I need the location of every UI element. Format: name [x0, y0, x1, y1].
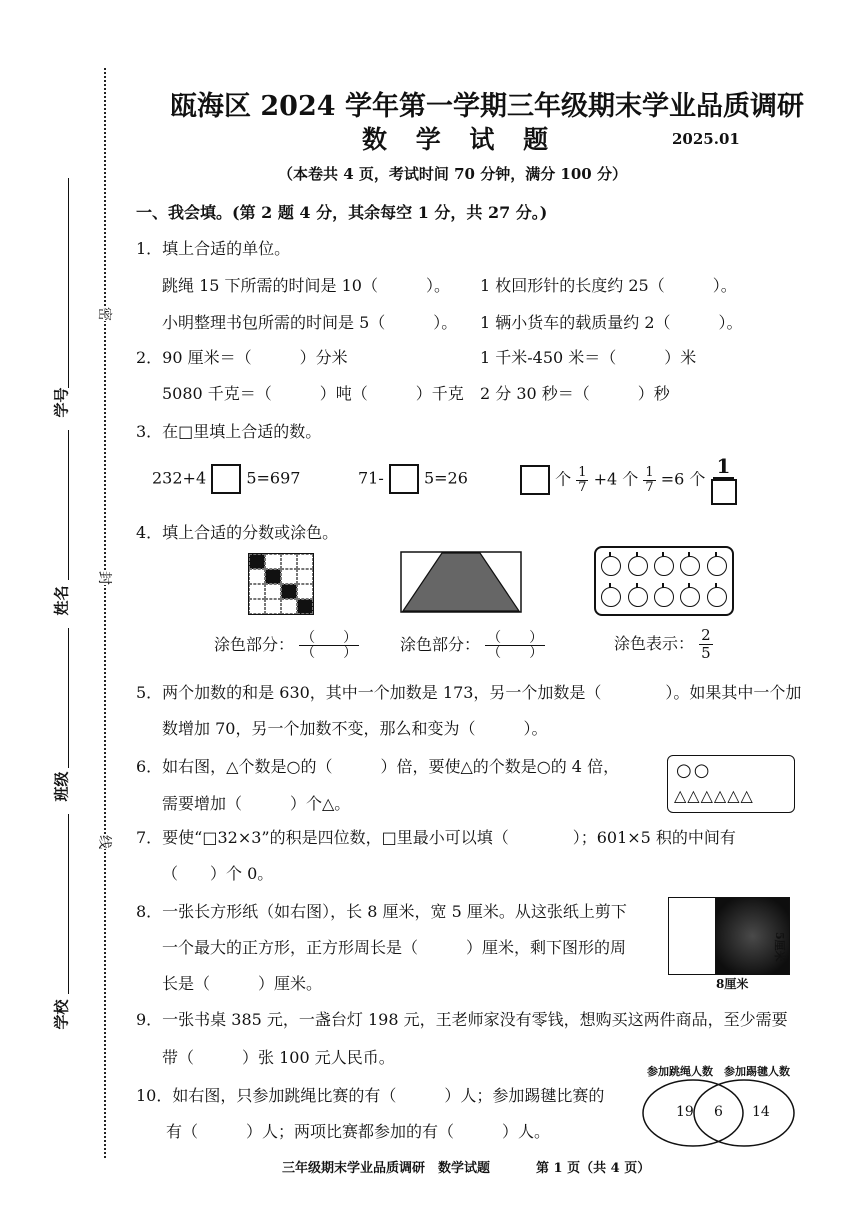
- field-school-label: 学校: [52, 999, 71, 1030]
- q4-answer-2: 涂色部分： $\frac{( )}{( )}$: [400, 630, 544, 661]
- q3-e2-left: 71-: [358, 468, 384, 488]
- q1-item-b: 1 枚回形针的长度约 25（ ）。: [480, 276, 737, 295]
- q3-e3-answer-box[interactable]: [520, 465, 550, 495]
- apple-icon: [707, 556, 727, 576]
- q3-e3-mid2: +4 个: [593, 469, 639, 489]
- venn-right-value: 14: [752, 1104, 770, 1120]
- q2-item-b: 1 千米-450 米＝（ ）米: [480, 348, 697, 367]
- q4-blank-fraction-2[interactable]: $\frac{( )}{( )}$: [487, 630, 544, 661]
- q10-line-1: 10．如右图，只参加跳绳比赛的有（ ）人；参加踢毽比赛的: [136, 1086, 605, 1105]
- q3-e2-answer-box[interactable]: [389, 464, 419, 494]
- field-class-label: 班级: [52, 771, 71, 802]
- venn-left-label: 参加跳绳人数: [647, 1065, 713, 1078]
- apple-icon: [707, 587, 727, 607]
- fraction-one-seventh: $\frac{1}{7}$: [578, 464, 587, 495]
- width-label: 5厘米: [773, 932, 786, 962]
- exam-subtitle: 数 学 试 题: [362, 125, 559, 154]
- q1-item-a: 跳绳 15 下所需的时间是 10（ ）。: [162, 276, 450, 295]
- q1-item-c: 小明整理书包所需的时间是 5（ ）。: [162, 313, 458, 332]
- q3-equation-2: [358, 464, 468, 494]
- q6-line-2: 需要增加（ ）个△。: [162, 794, 351, 813]
- q3-stem: 3．在□里填上合适的数。: [136, 422, 322, 441]
- exam-date: 2025.01: [672, 130, 740, 148]
- apple-icon: [680, 556, 700, 576]
- apple-box-figure: [594, 546, 734, 616]
- q2-item-d: 2 分 30 秒＝（ ）秒: [480, 384, 670, 403]
- q3-e3-mid1: 个: [555, 469, 572, 489]
- exam-info: （本卷共 4 页，考试时间 70 分钟，满分 100 分）: [278, 165, 627, 183]
- venn-left-value: 19: [676, 1104, 694, 1120]
- q4-answer-3: 涂色表示： $\frac{2}{5}$: [614, 626, 711, 662]
- seal-mark-feng: 封: [93, 571, 117, 585]
- exam-title: 瓯海区 2024 学年第一学期三年级期末学业品质调研: [170, 91, 804, 122]
- q7-line-2: （ ）个 0。: [162, 864, 274, 883]
- q3-e3-fraction: 1: [711, 455, 737, 505]
- name-line: [68, 628, 69, 768]
- number-line: [68, 178, 69, 388]
- q2-item-a: 2．90 厘米＝（ ）分米: [136, 348, 348, 367]
- q3-e3-mid3: =6 个: [660, 469, 706, 489]
- apple-icon: [601, 556, 621, 576]
- q3-e1-right: 5=697: [246, 468, 301, 488]
- field-number-label: 学号: [52, 387, 71, 418]
- seal-mark-mi: 密: [93, 307, 117, 321]
- q9-line-1: 9．一张书桌 385 元，一盏台灯 198 元，王老师家没有零钱，想购买这两件商品，至少需要: [136, 1010, 788, 1029]
- q7-line-1: 7．要使“□32×3”的积是四位数，□里最小可以填（ ）；601×5 积的中间有: [136, 828, 736, 847]
- apple-icon: [628, 587, 648, 607]
- venn-right-label: 参加踢毽人数: [724, 1065, 790, 1078]
- q4-stem: 4．填上合适的分数或涂色。: [136, 523, 339, 542]
- class-line: [68, 814, 69, 994]
- fraction-two-fifths: $\frac{2}{5}$: [701, 626, 711, 662]
- q5-line-1: 5．两个加数的和是 630，其中一个加数是 173，另一个加数是（ ）。如果其中一个加: [136, 683, 802, 702]
- apple-icon: [601, 587, 621, 607]
- footer-title: 三年级期末学业品质调研 数学试题: [282, 1161, 491, 1176]
- q3-e1-left: 232+4: [152, 468, 207, 488]
- q8-line-2: 一个最大的正方形，正方形周长是（ ）厘米，剩下图形的周: [162, 938, 627, 957]
- seal-mark-xian: 线: [93, 835, 117, 849]
- number-line-2: [68, 430, 69, 580]
- apple-icon: [654, 587, 674, 607]
- venn-middle-value: 6: [714, 1104, 723, 1120]
- triangles-row: △△△△△△: [674, 786, 754, 805]
- q4-answer-1: 涂色部分： $\frac{( )}{( )}$: [214, 630, 358, 661]
- shapes-figure: [667, 755, 795, 813]
- q5-line-2: 数增加 70，另一个加数不变，那么和变为（ ）。: [162, 719, 548, 738]
- trapezoid-figure: [400, 551, 522, 613]
- apple-icon: [628, 556, 648, 576]
- q4-blank-fraction-1[interactable]: $\frac{( )}{( )}$: [301, 630, 358, 661]
- q3-e3-denominator-box[interactable]: [711, 479, 737, 505]
- q3-e1-answer-box[interactable]: [211, 464, 241, 494]
- q3-e2-right: 5=26: [423, 468, 468, 488]
- field-name-label: 姓名: [52, 585, 71, 616]
- section1-heading: 一、我会填。(第 2 题 4 分，其余每空 1 分，共 27 分。): [136, 203, 548, 222]
- circles-row: ○○: [676, 760, 712, 781]
- q9-line-2: 带（ ）张 100 元人民币。: [162, 1048, 395, 1067]
- length-label: 8厘米: [716, 977, 749, 991]
- q8-line-1: 8．一张长方形纸（如右图），长 8 厘米，宽 5 厘米。从这张纸上剪下: [136, 902, 627, 921]
- q8-line-3: 长是（ ）厘米。: [162, 974, 323, 993]
- q3-equation-3: [520, 455, 737, 505]
- apple-icon: [680, 587, 700, 607]
- apple-icon: [654, 556, 674, 576]
- page-number: 第 1 页（共 4 页）: [536, 1161, 651, 1176]
- q1-item-d: 1 辆小货车的载质量约 2（ ）。: [480, 313, 743, 332]
- shaded-grid-figure: [248, 553, 314, 615]
- fraction-one-seventh-2: $\frac{1}{7}$: [645, 464, 654, 495]
- remaining-part: [669, 898, 716, 974]
- q10-line-2: 有（ ）人；两项比赛都参加的有（ ）人。: [166, 1122, 551, 1141]
- seal-line: [104, 68, 106, 1158]
- q6-line-1: 6．如右图，△个数是○的（ ）倍，要使△的个数是○的 4 倍，: [136, 757, 620, 776]
- q2-item-c: 5080 千克＝（ ）吨（ ）千克: [162, 384, 464, 403]
- q1-stem: 1．填上合适的单位。: [136, 239, 291, 258]
- q3-equation-1: [152, 464, 300, 494]
